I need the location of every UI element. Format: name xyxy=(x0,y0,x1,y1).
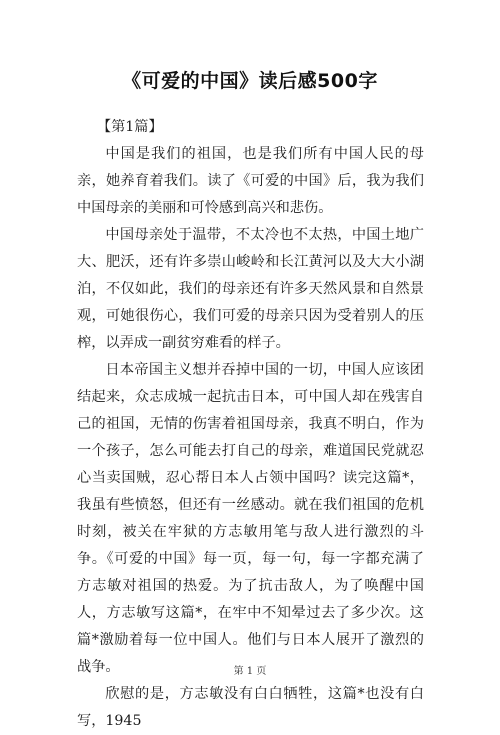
document-title: 《可爱的中国》读后感500字 xyxy=(122,70,378,92)
paragraph-3: 日本帝国主义想并吞掉中国的一切，中国人应该团结起来，众志成城一起抗击日本，可中国人却在残害自己的祖国，无情的伤害着祖国母亲，我真不明白，作为一个孩子，怎么可能去打自己的母亲，难道国民党就忍心当卖国贼，忍心帮日本人占领中国吗？读完这篇*，我虽有些愤怒，但还有一丝感动。就在我们祖国的危机时刻，被关在牢狱的方志敏用笔与敌人进行激烈的斗争。《可爱的中国》每一页，每一句，每一字都充满了方志敏对祖国的热爱。为了抗击敌人，为了唤醒中国人，方志敏写这篇*，在牢中不知晕过去了多少次。这篇*激励着每一位中国人。他们与日本人展开了激烈的战争。 xyxy=(77,362,424,675)
section-label: 【第1篇】 xyxy=(96,119,163,135)
paragraph-2: 中国母亲处于温带，不太冷也不太热，中国土地广大、肥沃，还有许多崇山峻岭和长江黄河以及大大小湖泊，不仅如此，我们的母亲还有许多天然风景和自然景观，可她很伤心，我们可爱的母亲只因为受着别人的压榨，以弄成一副贫穷难看的样子。 xyxy=(77,227,424,351)
paragraph-1: 中国是我们的祖国，也是我们所有中国人民的母亲，她养育着我们。读了《可爱的中国》后，我为我们中国母亲的美丽和可怜感到高兴和悲伤。 xyxy=(77,146,424,216)
page-number: 第 1 页 xyxy=(233,666,267,677)
paragraph-4: 欣慰的是，方志敏没有白白牺牲，这篇*也没有白写，1945 xyxy=(77,686,424,729)
document-body xyxy=(77,114,424,735)
